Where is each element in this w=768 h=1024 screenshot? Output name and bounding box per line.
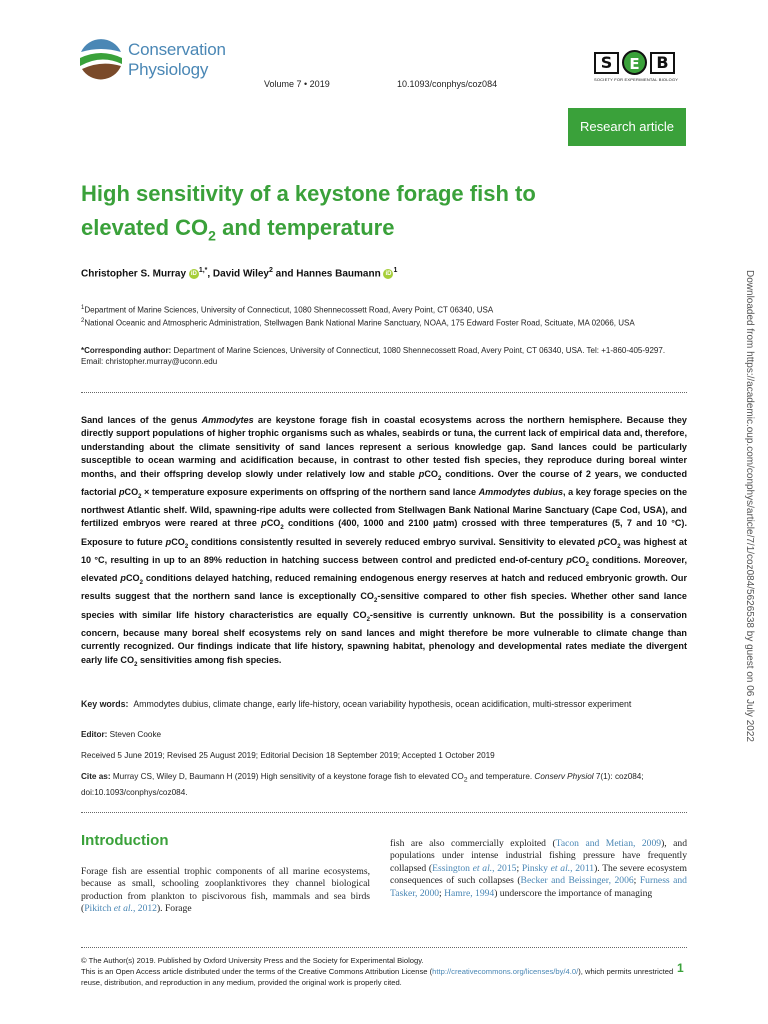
- corresponding-label: *Corresponding author:: [81, 346, 172, 355]
- abstract-italic: p: [165, 536, 172, 547]
- intro-text: ). The severe ecosystem consequences of such collapses (: [390, 862, 687, 887]
- author-wiley[interactable]: , David Wiley: [207, 268, 269, 280]
- abstract-sub: 2: [373, 598, 378, 605]
- title-line2a: elevated CO: [81, 215, 209, 240]
- license-text: ), which permits unrestricted reuse, distribution, and reproduction in any medium, provided the original work is properly cited.: [81, 967, 674, 987]
- seb-letter-e: E: [622, 50, 647, 75]
- intro-text: ;: [439, 887, 445, 899]
- keywords: [81, 698, 687, 711]
- intro-text: ;: [516, 862, 522, 874]
- orcid-icon[interactable]: iD: [385, 270, 392, 277]
- seb-letter-b: B: [650, 52, 675, 74]
- citation-link[interactable]: Becker and Beissinger, 2006: [520, 875, 634, 887]
- seb-caption: SOCIETY FOR EXPERIMENTAL BIOLOGY: [594, 77, 679, 82]
- abstract-text: CO: [125, 573, 140, 584]
- abstract-sub: 2: [585, 561, 589, 568]
- intro-text: ;: [633, 875, 640, 887]
- abstract-text: , a key forage species on the northwest Atlantic shelf. Wild, spawning-ripe adults were collected from Stellwagen Bank National Marine Sanctuary (Cape Cod, USA), and fertilized embryos were reared at three: [81, 486, 688, 529]
- abstract-sub: 2: [139, 579, 143, 586]
- affiliations: [81, 303, 687, 328]
- section-heading-introduction: Introduction: [81, 832, 169, 849]
- affiliation-2-text: National Oceanic and Atmospheric Administration, Stellwagen Bank National Marine Sanctuary, NOAA, 175 Edward Foster Road, Scituate, MA 02066, USA: [84, 318, 635, 328]
- cite-as-text: 7(1): coz084; doi:10.1093/conphys/coz084.: [81, 772, 644, 797]
- cite-as: [81, 771, 687, 799]
- abstract-text: conditions (400, 1000 and 2100 µatm) crossed with three temperatures (5, 7 and 10 °C). Exposure to future: [81, 518, 687, 547]
- abstract-italic: p: [418, 468, 425, 479]
- abstract-sub: 2: [280, 525, 284, 532]
- abstract-italic: Ammodytes dubius: [478, 486, 564, 497]
- abstract-italic: p: [598, 536, 604, 547]
- abstract: [81, 414, 687, 672]
- download-watermark: [741, 270, 757, 750]
- cite-as-journal: Conserv Physiol: [534, 772, 594, 781]
- title-sub: 2: [208, 227, 216, 244]
- abstract-text: CO: [603, 536, 618, 547]
- editor: [81, 730, 161, 739]
- journal-name-line2: Physiology: [128, 60, 209, 79]
- author-baumann[interactable]: and Hannes Baumann: [272, 268, 381, 280]
- abstract-italic: p: [120, 573, 126, 584]
- divider-mid: [81, 812, 687, 813]
- title-line2b: and temperature: [215, 215, 395, 240]
- affiliation-2: [81, 316, 687, 329]
- journal-name: [128, 40, 226, 80]
- abstract-italic: Ammodytes: [201, 415, 254, 425]
- citation-link[interactable]: Pikitch et al., 2012: [84, 903, 157, 915]
- corresponding-author: [81, 345, 687, 367]
- intro-left-column: [81, 866, 370, 916]
- abstract-text: CO: [571, 554, 586, 565]
- abstract-text: conditions. Over the course of 2 years, we conducted factorial: [81, 468, 688, 497]
- intro-text: ) underscore the importance of managing: [494, 887, 653, 899]
- abstract-text: -sensitive compared to other fish species. Whether other sand lance species with similar life history characteristics are equally CO: [81, 591, 687, 620]
- affiliation-1-text: Department of Marine Sciences, University of Connecticut, 1080 Shennecossett Road, Avery Point, CT 06340, USA: [84, 305, 494, 315]
- abstract-text: conditions. Moreover, elevated: [81, 554, 687, 584]
- license-text: This is an Open Access article distributed under the terms of the Creative Commons Attribution License (: [81, 967, 433, 976]
- divider-footer: [81, 947, 687, 948]
- abstract-text: CO: [424, 468, 438, 479]
- abstract-italic: p: [118, 486, 125, 497]
- abstract-text: × temperature exposure experiments on offspring of the northern sand lance: [141, 486, 479, 497]
- affiliation-1-num: 1: [81, 305, 85, 311]
- doi-header: 10.1093/conphys/coz084: [397, 79, 498, 89]
- seb-letter-s: S: [594, 52, 619, 74]
- conservation-physiology-logo-icon: [78, 36, 124, 82]
- abstract-italic: p: [261, 518, 267, 529]
- abstract-sub: 2: [138, 493, 142, 500]
- abstract-text: sensitivities among fish species.: [137, 654, 282, 665]
- volume-info: Volume 7 • 2019: [264, 79, 330, 89]
- orcid-icon[interactable]: iD: [190, 270, 197, 277]
- citation-link[interactable]: Essington et al., 2015: [432, 862, 517, 874]
- keywords-label: Key words:: [81, 699, 129, 709]
- citation-link[interactable]: Furness and Tasker, 2000: [390, 875, 687, 899]
- download-watermark-text: Downloaded from https://academic.oup.com/conphys/article/7/1/coz084/5626538 by guest on 06 July 2022: [744, 270, 755, 742]
- license-line: [81, 966, 681, 988]
- abstract-text: conditions consistently resulted in severely reduced embryo survival. Sensitivity to elevated: [188, 536, 598, 547]
- abstract-sub: 2: [617, 543, 621, 550]
- abstract-sub: 2: [134, 661, 138, 668]
- cite-as-text: Murray CS, Wiley D, Baumann H (2019) High sensitivity of a keystone forage fish to elevated CO: [110, 772, 464, 781]
- seb-logo: [594, 50, 688, 84]
- intro-text: fish are also commercially exploited (: [390, 838, 556, 849]
- publication-dates: Received 5 June 2019; Revised 25 August 2019; Editorial Decision 18 September 2019; Accepted 1 October 2019: [81, 751, 495, 760]
- abstract-text: CO: [171, 536, 185, 547]
- divider-top: [81, 392, 687, 393]
- abstract-text: conditions delayed hatching, reduced remaining endogenous energy reserves at hatch and reduced embryonic growth. Our results suggest that the northern sand lance is exceptionally CO: [81, 573, 687, 602]
- abstract-italic: p: [566, 554, 572, 565]
- title-line1: High sensitivity of a keystone forage fish to: [81, 181, 536, 206]
- license-footer: [81, 955, 681, 988]
- abstract-sub: 2: [438, 475, 442, 482]
- page-number: 1: [677, 961, 684, 975]
- abstract-text: -sensitive is currently unknown. But the possibility is a conservation concern, because many boreal shelf ecosystems rely on sand lances and might therefore be more vulnerable to climate change than currently recognized. Our findings indicate that life history, spawning habitat, phenology and developmental rates mediate the divergent early life CO: [81, 609, 687, 665]
- author-wiley-sup: 2: [268, 267, 273, 274]
- copyright-line: © The Author(s) 2019. Published by Oxford University Press and the Society for Experimental Biology.: [81, 956, 424, 965]
- article-type-badge: Research article: [568, 108, 686, 146]
- intro-right-column: [390, 838, 687, 900]
- editor-label: Editor:: [81, 730, 108, 739]
- license-link[interactable]: http://creativecommons.org/licenses/by/4.0/: [432, 967, 579, 976]
- abstract-sub: 2: [184, 543, 189, 550]
- abstract-text: CO: [266, 518, 281, 529]
- author-list: [81, 267, 397, 279]
- abstract-text: Sand lances of the genus: [81, 415, 202, 425]
- cite-as-text: and temperature.: [467, 772, 535, 781]
- intro-text: ). Forage: [156, 903, 192, 915]
- journal-name-line1: Conservation: [128, 40, 226, 59]
- article-title: [81, 177, 641, 252]
- affiliation-1: [81, 303, 687, 316]
- citation-link[interactable]: Tacon and Metian, 2009: [555, 838, 662, 849]
- editor-name: Steven Cooke: [107, 730, 162, 739]
- corresponding-text: Department of Marine Sciences, University of Connecticut, 1080 Shennecossett Road, Avery Point, CT 06340, USA. Tel: +1-860-405-9297. Email: christopher.murray@uconn.edu: [81, 346, 666, 366]
- author-baumann-sup: 1: [393, 267, 398, 274]
- citation-link[interactable]: Pinsky et al., 2011: [521, 862, 595, 874]
- cite-as-sub: 2: [463, 776, 468, 784]
- keywords-text: Ammodytes dubius, climate change, early life-history, ocean variability hypothesis, ocean acidification, multi-stressor experiment: [133, 699, 632, 709]
- abstract-text: was highest at 10 °C, resulting in up to an 89% reduction in hatching success between control and predicted end-of-century: [81, 536, 687, 565]
- journal-logo: [78, 36, 248, 86]
- abstract-text: CO: [124, 486, 139, 497]
- abstract-sub: 2: [366, 616, 370, 623]
- author-murray[interactable]: Christopher S. Murray: [81, 268, 187, 280]
- author-murray-sup: 1,*: [198, 267, 208, 274]
- abstract-text: are keystone forage fish in coastal ecosystems across the northern hemisphere. Because they directly support populations of higher trophic organisms such as whales, seabirds or tuna, the current lack of empirical data and, therefore, understanding about the climate sensitivity of sand lances represent a serious knowledge gap. Sand lances could be particularly susceptible to ocean warming and acidification because, in contrast to other tested fish species, they reproduce during boreal winter months, and their offspring develop slowly under relatively low and stable: [81, 415, 687, 479]
- intro-text: Forage fish are essential trophic components of all marine ecosystems, because as small, schooling zooplanktivores they channel biological production from plankton to piscivorous fish, mammals and sea birds (: [81, 866, 370, 915]
- citation-link[interactable]: Hamre, 1994: [444, 887, 495, 899]
- cite-as-label: Cite as:: [81, 772, 111, 781]
- intro-text: ), and populations under intense industrial fishing pressure have frequently collapsed (: [390, 838, 688, 874]
- affiliation-2-num: 2: [81, 317, 85, 324]
